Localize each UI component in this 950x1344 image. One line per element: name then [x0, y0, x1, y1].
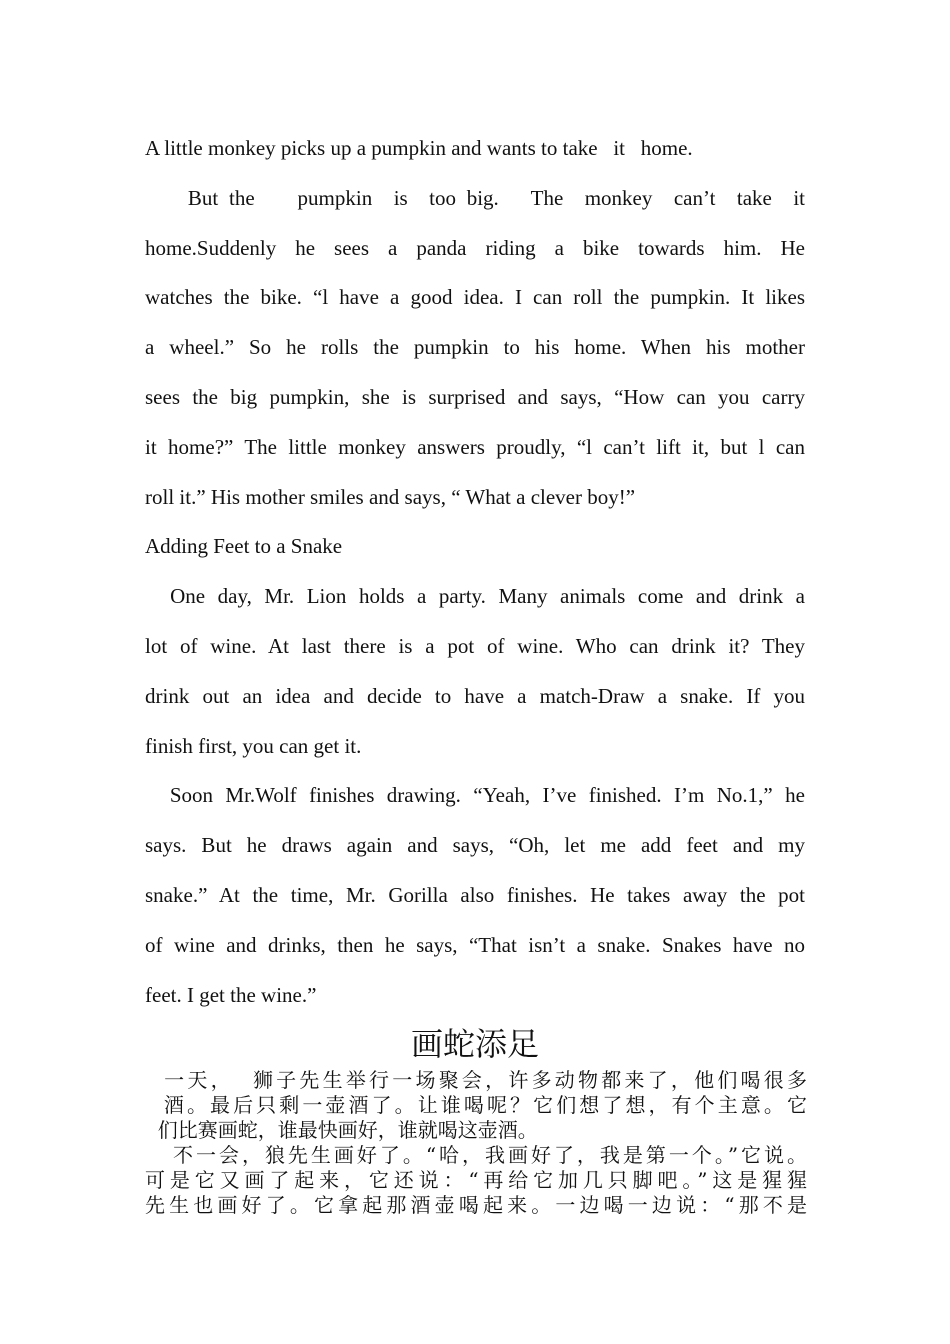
chinese-line: 们比赛画蛇，谁最快画好，谁就喝这壶酒。 — [145, 1118, 538, 1142]
chinese-line: 可是它又画了起来，它还说：“再给它加几只脚吧。”这是猩猩 — [145, 1168, 807, 1192]
story1-line: A little monkey picks up a pumpkin and wants to take it home. — [145, 136, 693, 160]
chinese-line: 酒。最后只剩一壶酒了。让谁喝呢？它们想了想，有个主意。它 — [145, 1093, 807, 1117]
story1-line: home.Suddenly he sees a panda riding a bike towards him. He — [145, 235, 805, 260]
story2-paragraph1-line: finish first, you can get it. — [145, 733, 362, 758]
chinese-line: 一天， 狮子先生举行一场聚会，许多动物都来了，他们喝很多 — [145, 1068, 807, 1092]
story2-paragraph1-line: drink out an idea and decide to have a match-Draw a snake. If you — [145, 683, 805, 708]
story1-line: it home?” The little monkey answers proudly, “l can’t lift it, but l can — [145, 434, 805, 459]
story2-paragraph1-line: One day, Mr. Lion holds a party. Many animals come and drink a — [145, 584, 805, 609]
story1-line: a wheel.” So he rolls the pumpkin to his home. When his mother — [145, 335, 805, 360]
story2-paragraph1-line: lot of wine. At last there is a pot of wine. Who can drink it? They — [145, 633, 805, 658]
story1-line: roll it.” His mother smiles and says, “ What a clever boy!” — [145, 484, 636, 509]
story2-paragraph2-line: snake.” At the time, Mr. Gorilla also finishes. He takes away the pot — [145, 882, 805, 907]
chinese-title: 画蛇添足 — [410, 1025, 539, 1063]
chinese-line: 先生也画好了。它拿起那酒壶喝起来。一边喝一边说：“那不是 — [145, 1193, 807, 1217]
chinese-story — [145, 1068, 807, 1218]
story1-line: But the pumpkin is too big. The monkey can’t take it — [145, 185, 805, 210]
story2-paragraph2-line: feet. I get the wine.” — [145, 982, 317, 1007]
story2-paragraph2-line: says. But he draws again and says, “Oh, let me add feet and my — [145, 833, 805, 858]
chinese-line: 不一会，狼先生画好了。“哈，我画好了，我是第一个。”它说。 — [145, 1143, 807, 1167]
story2-paragraph2-line: Soon Mr.Wolf finishes drawing. “Yeah, I’ve finished. I’m No.1,” he — [145, 783, 805, 808]
story2-paragraph2-line: of wine and drinks, then he says, “That isn’t a snake. Snakes have no — [145, 932, 805, 957]
story1-line: watches the bike. “l have a good idea. I can roll the pumpkin. It likes — [145, 285, 805, 310]
english-stories — [145, 124, 805, 1020]
story2-title: Adding Feet to a Snake — [145, 534, 343, 559]
story1-line: sees the big pumpkin, she is surprised and says, “How can you carry — [145, 384, 805, 409]
